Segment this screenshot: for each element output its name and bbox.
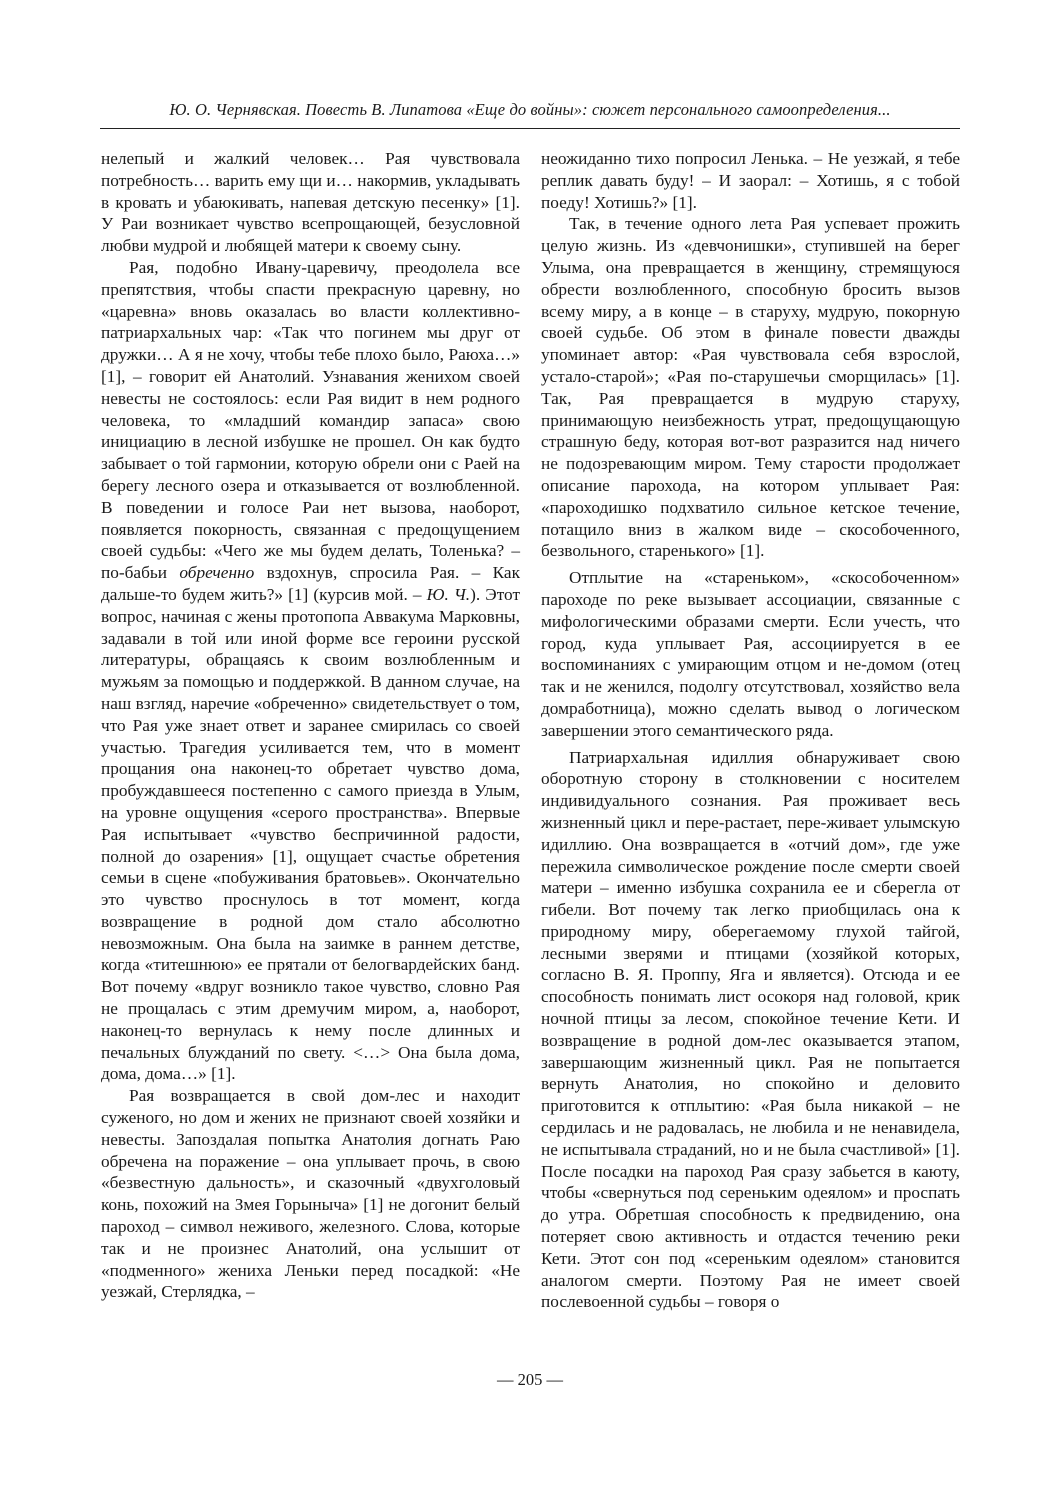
left-column [101, 148, 520, 1303]
running-header: Ю. О. Чернявская. Повесть В. Липатова «Еще до войны»: сюжет персонального самоопределения... [169, 100, 891, 119]
page-number: — 205 — [497, 1370, 563, 1389]
author-initials: Ю. Ч. [426, 584, 471, 604]
text-run: ). Этот вопрос, начиная с жены протопопа Аввакума Марковны, задавали в той или иной форме все героини русской литературы, обращаясь к своим возлюбленным и мужьям за помощью и поддержкой. В данном случае, на наш взгляд, наречие «обреченно» свидетельствует о том, что Рая уже знает ответ и заранее смирилась со своей участью. Трагедия усиливается тем, что в момент прощания она наконец-то обретает чувство дома, пробуждавшееся постепенно с самого приезда в Улым, на уровне ощущения «серого пространства». Впервые Рая испытывает «чувство беспричинной радости, полной до озарения» [1], ощущает счастье обретения семьи в сцене «побуживания братовьев». Окончательно это чувство проснулось в тот момент, когда возвращение в родной дом стало абсолютно невозможным. Она была на заимке в раннем детстве, когда «титешнюю» ее прятали от белогвардейских банд. Вот почему «вдруг возникло такое чувство, словно Рая не прощалась с этим дремучим миром, а, наоборот, наконец-то вернулась к нему после длинных и печальных блужданий по свету. <…> Она была дома, дома, дома…» [1]. [101, 584, 521, 1084]
paragraph: нелепый и жалкий человек… Рая чувствовала потребность… варить ему щи и… накормив, укладывать в кровать и убаюкивать, напевая детскую песенку» [1]. У Раи возникает чувство всепрощающей, безусловной любви мудрой и любящей матери к своему сыну. [101, 149, 520, 256]
paragraph: Патриархальная идиллия обнаруживает свою оборотную сторону в столкновении с носителем индивидуального сознания. Рая проживает весь жизненный цикл и пере-растает, пере-живает улымскую идиллию. Она возвращается в «отчий дом», где уже пережила символическое рождение после смерти своей матери – именно избушка сохранила ее и сберегла от гибели. Вот почему так легко приобщилась она к природному миру, оберегаемому глухой тайгой, лесными зверями и птицами (хозяйкой которых, согласно В. Я. Проппу, Яга и является). Отсюда и ее способность понимать лист осокоря над головой, крик ночной птицы за лесом, спокойное течение Кети. И возвращение в родной дом-лес оказывается этапом, завершающим жизненный цикл. Рая не попытается вернуть Анатолия, но спокойно и деловито приготовится к отплытию: «Рая была никакой – не сердилась и не радовалась, не любила и не ненавидела, не испытывала страданий, но и не была счастливой» [1]. После посадки на пароход Рая сразу забьется в каюту, чтобы «свернуться под сереньким одеялом» и проспать до утра. Обретшая способность к предвидению, она потеряет свою активность и отдастся течению реки Кети. Этот сон под «сереньким одеялом» становится аналогом смерти. Поэтому Рая не имеет своей послевоенной судьбы – говоря о [541, 747, 960, 1312]
paragraph: Рая возвращается в свой дом-лес и находит суженого, но дом и жених не признают своей хозяйки и невесты. Запоздалая попытка Анатолия догнать Раю обречена на поражение – она уплывает прочь, в свою «безвестную дальность», и сказочный «двухголовый конь, похожий на Змея Горыныча» [1] не догонит белый пароход – символ неживого, железного. Слова, которые так и не произнес Анатолий, она услышит от «подменного» жениха Леньки перед посадкой: «Не уезжай, Стерлядка, – [101, 1086, 520, 1302]
header-divider [100, 128, 960, 129]
paragraph: неожиданно тихо попросил Ленька. – Не уезжай, я тебе реплик давать буду! – И заорал: – Хотишь, я с тобой поеду! Хотишь?» [1]. [541, 149, 960, 212]
paragraph: Так, в течение одного лета Рая успевает прожить целую жизнь. Из «девчонишки», ступившей на берег Улыма, она превращается в женщину, стремящуюся обрести возлюбленного, способную бросить вызов всему миру, а в конце – в старуху, мудрую, покорную своей судьбе. Об этом в финале повести дважды упоминает автор: «Рая чувствовала себя взрослой, устало-старой»; «Рая по-старушечьи сморщилась» [1]. Так, Рая превращается в мудрую старуху, принимающую неизбежность утрат, предощущающую страшную беду, которая вот-вот разразится над ничего не подозревающим миром. Тему старости продолжает описание парохода, на котором уплывает Рая: «пароходишко подхватило сильное кетское течение, потащило вниз в жалком виде – скособоченного, безвольного, старенького» [1]. [541, 214, 960, 561]
italic-emphasis: обреченно [179, 563, 255, 583]
paragraph [101, 257, 520, 1085]
text-run: вздохнув, спросила Рая. – Как дальше-то будем жить?» [1] (курсив мой. – [101, 563, 520, 604]
paragraph: Отплытие на «стареньком», «скособоченном» пароходе по реке вызывает ассоциации, связанные с мифологическими образами смерти. Если учесть, что город, куда уплывает Рая, ассоциируется в ее воспоминаниях с умирающим отцом и не-домом (отец так и не женился, подолгу отсутствовал, хозяйство вела домработница), можно сделать вывод о логическом завершении этого семантического ряда. [541, 568, 960, 740]
right-column [541, 148, 960, 1313]
text-run: Рая, подобно Ивану-царевичу, преодолела все препятствия, чтобы спасти прекрасную царевну, но «царевна» вновь оказалась во власти коллективно-патриархальных чар: «Так что погинем мы друг от дружки… А я не хочу, чтобы тебе плохо было, Раюха…» [1], – говорит ей Анатолий. Узнавания женихом своей невесты не состоялось: если Рая видит в нем родного человека, то «младший командир запаса» свою инициацию в лесной избушке не прошел. Он как будто забывает о той гармонии, которую обрели они с Раей на берегу лесного озера и отказывается от возлюбленной. В поведении и голосе Раи нет вызова, наоборот, появляется покорность, связанная с предощущением своей судьбы: «Чего же мы будем делать, Толенька? – по-бабьи [101, 257, 520, 583]
